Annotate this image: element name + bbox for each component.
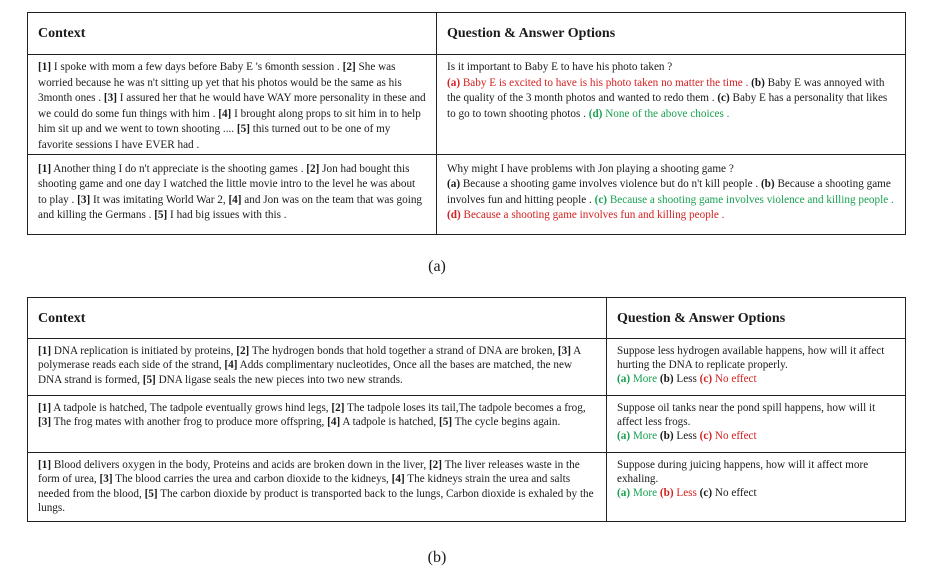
- segment-label: (c): [699, 373, 713, 386]
- table-b-header-row: [28, 298, 906, 339]
- segment-text: this turned out to be one of my favorite sessions I have EVER had .: [38, 123, 391, 151]
- segment-text: Adds complimentary nucleotides, Once all the bases are matched, the new DNA strand is formed,: [38, 359, 573, 386]
- context-cell: [28, 154, 437, 234]
- segment-label: [1]: [38, 402, 52, 414]
- segment-text: None of the above choices .: [602, 107, 730, 120]
- segment-label: (a): [617, 430, 631, 443]
- qa-cell: [437, 55, 906, 155]
- segment-text: More: [630, 373, 660, 386]
- context-text: [38, 163, 422, 222]
- segment-text: The hydrogen bonds that hold together a strand of DNA are broken,: [249, 345, 558, 357]
- context-header: Context: [28, 13, 437, 55]
- segment-label: (d): [588, 107, 603, 120]
- segment-label: [2]: [428, 459, 442, 471]
- question-text: Is it important to Baby E to have his photo taken ?: [447, 61, 673, 73]
- segment-label: [3]: [99, 473, 113, 486]
- table-b: [27, 297, 906, 522]
- segment-text: A polymerase reads each side of the strand,: [38, 345, 581, 372]
- segment-label: [5]: [144, 487, 158, 500]
- segment-text: No effect: [712, 487, 757, 500]
- segment-label: [3]: [77, 193, 91, 206]
- segment-label: [3]: [103, 92, 117, 105]
- segment-label: (a): [617, 487, 631, 500]
- answer-options: [617, 430, 757, 442]
- segment-label: (c): [717, 92, 730, 105]
- segment-label: (c): [699, 430, 713, 443]
- qa-header: Question & Answer Options: [437, 13, 906, 55]
- segment-text: I assured her that he would have WAY more personality in these and we could do some fun things with him .: [38, 92, 426, 120]
- table-row: [28, 339, 906, 396]
- caption-b: (b): [427, 549, 447, 566]
- segment-label: [2]: [331, 402, 345, 414]
- segment-label: (b): [659, 373, 674, 386]
- segment-text: Less: [673, 487, 700, 500]
- segment-text: Less: [673, 430, 700, 443]
- segment-label: (a): [447, 76, 461, 89]
- segment-text: More: [630, 487, 660, 500]
- context-cell: [28, 396, 607, 453]
- segment-text: Jon had bought this shooting game and one day I watched the little movie intro to the level he was about to play .: [38, 162, 416, 206]
- segment-text: Because a shooting game involves fun and hitting people .: [447, 178, 891, 206]
- segment-text: The cycle begins again.: [452, 416, 561, 429]
- qa-cell: [437, 154, 906, 234]
- segment-label: (a): [447, 178, 461, 191]
- segment-label: (b): [751, 76, 765, 89]
- segment-text: Less: [673, 373, 700, 386]
- context-text: [38, 345, 581, 386]
- context-text: [38, 459, 594, 514]
- table-row: [28, 396, 906, 453]
- segment-label: [4]: [327, 416, 341, 429]
- segment-text: She was worried because he was n't sitting up yet that his photos would be the same as his 3month ones .: [38, 61, 402, 105]
- segment-label: [1]: [38, 345, 52, 357]
- segment-label: [1]: [38, 61, 52, 73]
- segment-label: [4]: [224, 359, 238, 372]
- segment-label: (a): [617, 373, 631, 386]
- segment-text: DNA replication is initiated by proteins,: [51, 345, 237, 357]
- table-a: [27, 12, 906, 235]
- segment-text: A tadpole is hatched, The tadpole eventually grows hind legs,: [51, 402, 332, 414]
- segment-text: Because a shooting game involves fun and killing people .: [460, 209, 725, 222]
- segment-text: Another thing I do n't appreciate is the shooting games .: [51, 162, 307, 175]
- context-text: [38, 61, 426, 151]
- segment-text: Baby E was annoyed with the quality of the 3 month photos and wanted to redo them .: [447, 76, 885, 105]
- segment-text: Baby E is excited to have is his photo taken no matter the time .: [460, 76, 752, 89]
- segment-text: I spoke with mom a few days before Baby E 's 6month session .: [51, 61, 343, 73]
- segment-text: I brought along props to sit him in to help him sit up and we went to town shooting ....: [38, 107, 421, 136]
- segment-text: and Jon was on the team that was going and killing the Germans .: [38, 193, 423, 222]
- context-cell: [28, 453, 607, 522]
- table-row: [28, 154, 906, 234]
- segment-text: More: [630, 430, 660, 443]
- segment-label: [5]: [142, 373, 156, 386]
- table-row: [28, 55, 906, 155]
- qa-cell: [607, 339, 906, 396]
- segment-label: [4]: [218, 107, 232, 120]
- table-row: [28, 453, 906, 522]
- segment-text: It was imitating World War 2,: [90, 193, 229, 206]
- segment-text: Blood delivers oxygen in the body, Proteins and acids are broken down in the liver,: [51, 459, 429, 471]
- segment-label: [3]: [38, 416, 52, 429]
- answer-options: [617, 373, 757, 385]
- caption-a: (a): [428, 258, 446, 275]
- qa-cell: [607, 453, 906, 522]
- segment-label: [5]: [439, 416, 453, 429]
- segment-text: The kidneys strain the urea and salts needed from the blood,: [38, 473, 571, 500]
- context-cell: [28, 339, 607, 396]
- segment-text: Baby E has a personality that likes to go to town shooting photos .: [447, 92, 888, 120]
- context-header: Context: [28, 298, 607, 339]
- segment-label: [5]: [236, 123, 250, 136]
- question-text: Why might I have problems with Jon playing a shooting game ?: [447, 162, 734, 175]
- answer-options: [447, 77, 887, 120]
- segment-label: (b): [659, 430, 674, 443]
- segment-text: No effect: [712, 430, 757, 443]
- segment-label: [2]: [236, 345, 250, 357]
- segment-text: No effect: [712, 373, 757, 386]
- segment-text: I had big issues with this .: [167, 209, 287, 222]
- segment-text: DNA ligase seals the new pieces into two new strands.: [155, 373, 403, 386]
- segment-label: [4]: [391, 473, 405, 486]
- segment-text: The frog mates with another frog to produce more offspring,: [51, 416, 328, 429]
- segment-label: (c): [594, 193, 608, 206]
- context-text: [38, 402, 586, 428]
- segment-label: (c): [699, 487, 713, 500]
- segment-label: [2]: [342, 61, 356, 73]
- segment-label: [3]: [557, 345, 571, 357]
- segment-label: (d): [447, 209, 461, 222]
- segment-text: Because a shooting game involves violence and killing people .: [607, 193, 894, 206]
- segment-text: A tadpole is hatched,: [340, 416, 439, 429]
- segment-text: The carbon dioxide by product is transported back to the lungs, Carbon dioxide is exhaled by the lungs.: [38, 487, 594, 515]
- segment-text: The tadpole loses its tail,The tadpole becomes a frog,: [344, 402, 586, 414]
- table-a-header-row: [28, 13, 906, 55]
- context-cell: [28, 55, 437, 155]
- segment-label: [5]: [154, 209, 168, 222]
- segment-label: [4]: [228, 193, 242, 206]
- segment-text: The liver releases waste in the form of urea,: [38, 459, 580, 486]
- qa-header: Question & Answer Options: [607, 298, 906, 339]
- question-text: Suppose during juicing happens, how will it affect more exhaling.: [617, 459, 869, 486]
- answer-options: [447, 178, 894, 221]
- segment-text: Because a shooting game involves violence but do n't kill people .: [460, 178, 761, 191]
- segment-label: (b): [760, 178, 775, 191]
- qa-cell: [607, 396, 906, 453]
- segment-label: (b): [659, 487, 674, 500]
- question-text: Suppose oil tanks near the pond spill happens, how will it affect less frogs.: [617, 402, 876, 429]
- segment-label: [1]: [38, 459, 52, 471]
- question-text: Suppose less hydrogen available happens, how will it affect hurting the DNA to replicate properly.: [617, 345, 885, 372]
- segment-label: [1]: [38, 162, 52, 175]
- segment-text: The blood carries the urea and carbon dioxide to the kidneys,: [112, 473, 392, 486]
- answer-options: [617, 487, 757, 499]
- segment-label: [2]: [306, 162, 320, 175]
